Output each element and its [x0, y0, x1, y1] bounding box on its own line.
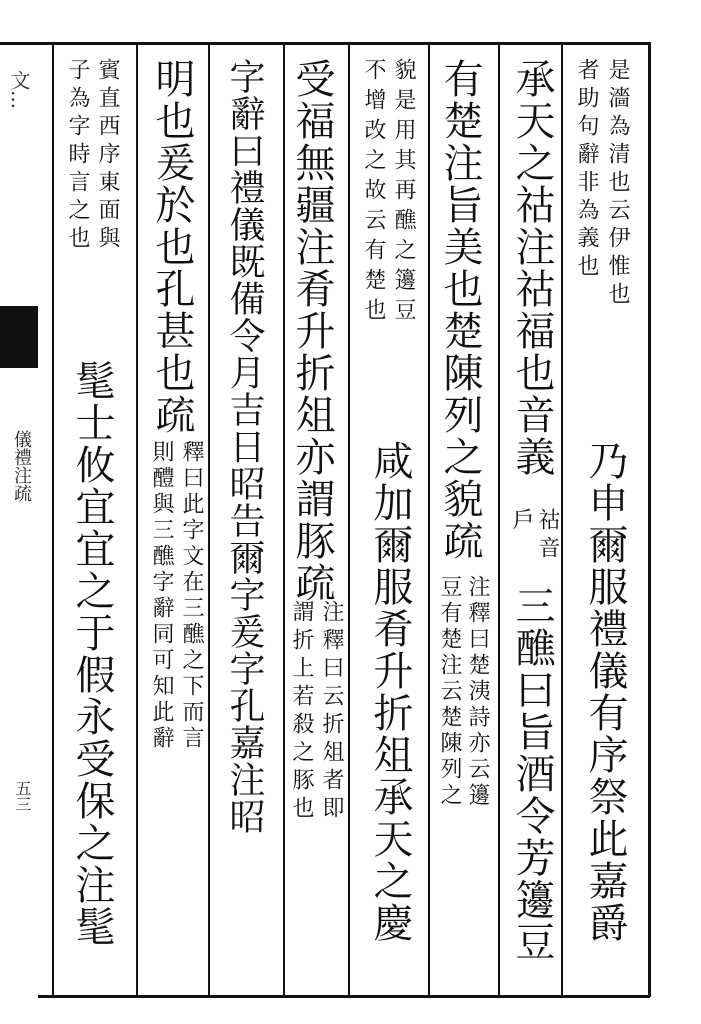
commentary-line: 子為字時言之也: [65, 58, 90, 254]
column-rule: [498, 45, 500, 995]
main-text-line: 有楚注旨美也楚陳列之貌疏: [437, 58, 483, 562]
commentary-line: 不增改之故云有楚也: [361, 58, 386, 328]
commentary-line: 注釋曰云折俎者即: [319, 600, 344, 824]
fold-border-line: [52, 42, 54, 997]
commentary-line: 謂折上若殺之豚也: [289, 600, 314, 824]
column-rule: [348, 45, 350, 995]
fishtail-mark: [0, 306, 38, 368]
commentary-line: 是濇為清也云伊惟也: [605, 58, 630, 310]
main-text-line: 三醮曰旨酒令芳籩豆: [509, 585, 555, 963]
fold-top-line: [0, 42, 38, 45]
commentary-line: 則醴與三醮字辭同可知此辭: [149, 440, 174, 752]
frame-top-border: [38, 42, 650, 45]
frame-right-border: [648, 42, 651, 997]
commentary-line: 賓直西序東面與: [95, 58, 120, 254]
main-text-line: 字辭曰禮儀既備令月吉日昭告爾字爰字孔嘉注昭: [224, 58, 265, 835]
commentary-line: 注釋曰楚洟詩亦云籩: [465, 575, 490, 809]
commentary-line: 豆有楚注云楚陳列之: [437, 575, 462, 809]
main-text-line: 咸加爾服肴升折俎承天之慶: [367, 440, 413, 944]
phonetic-note: 祜音: [535, 508, 560, 564]
fold-top-text: 文...: [7, 70, 31, 110]
column-rule: [283, 45, 285, 995]
column-rule: [136, 45, 138, 995]
main-text-line: 明也爰於也孔甚也疏: [149, 58, 195, 436]
main-text-line: 乃申爾服禮儀有序祭此嘉爵: [582, 440, 628, 944]
column-rule: [208, 45, 210, 995]
frame-bottom-border: [38, 995, 650, 998]
column-rule: [561, 45, 563, 995]
commentary-line: 貌是用其再醮之籩豆: [391, 58, 416, 328]
fold-book-title: 儀禮注疏: [11, 430, 32, 502]
fold-page-number: 五三: [13, 780, 32, 812]
main-text-line: 承天之祜注祜福也音義: [509, 58, 555, 478]
main-text-line: 受福無疆注肴升折俎亦謂豚疏: [289, 58, 335, 604]
commentary-line: 釋曰此字文在三醮之下而言: [179, 440, 204, 752]
commentary-line: 者助句辭非為義也: [574, 58, 599, 282]
phonetic-note: 戶: [509, 508, 534, 536]
main-text-line: 髦士攸宜宜之于假永受保之注髦: [69, 360, 115, 948]
column-rule: [428, 45, 430, 995]
